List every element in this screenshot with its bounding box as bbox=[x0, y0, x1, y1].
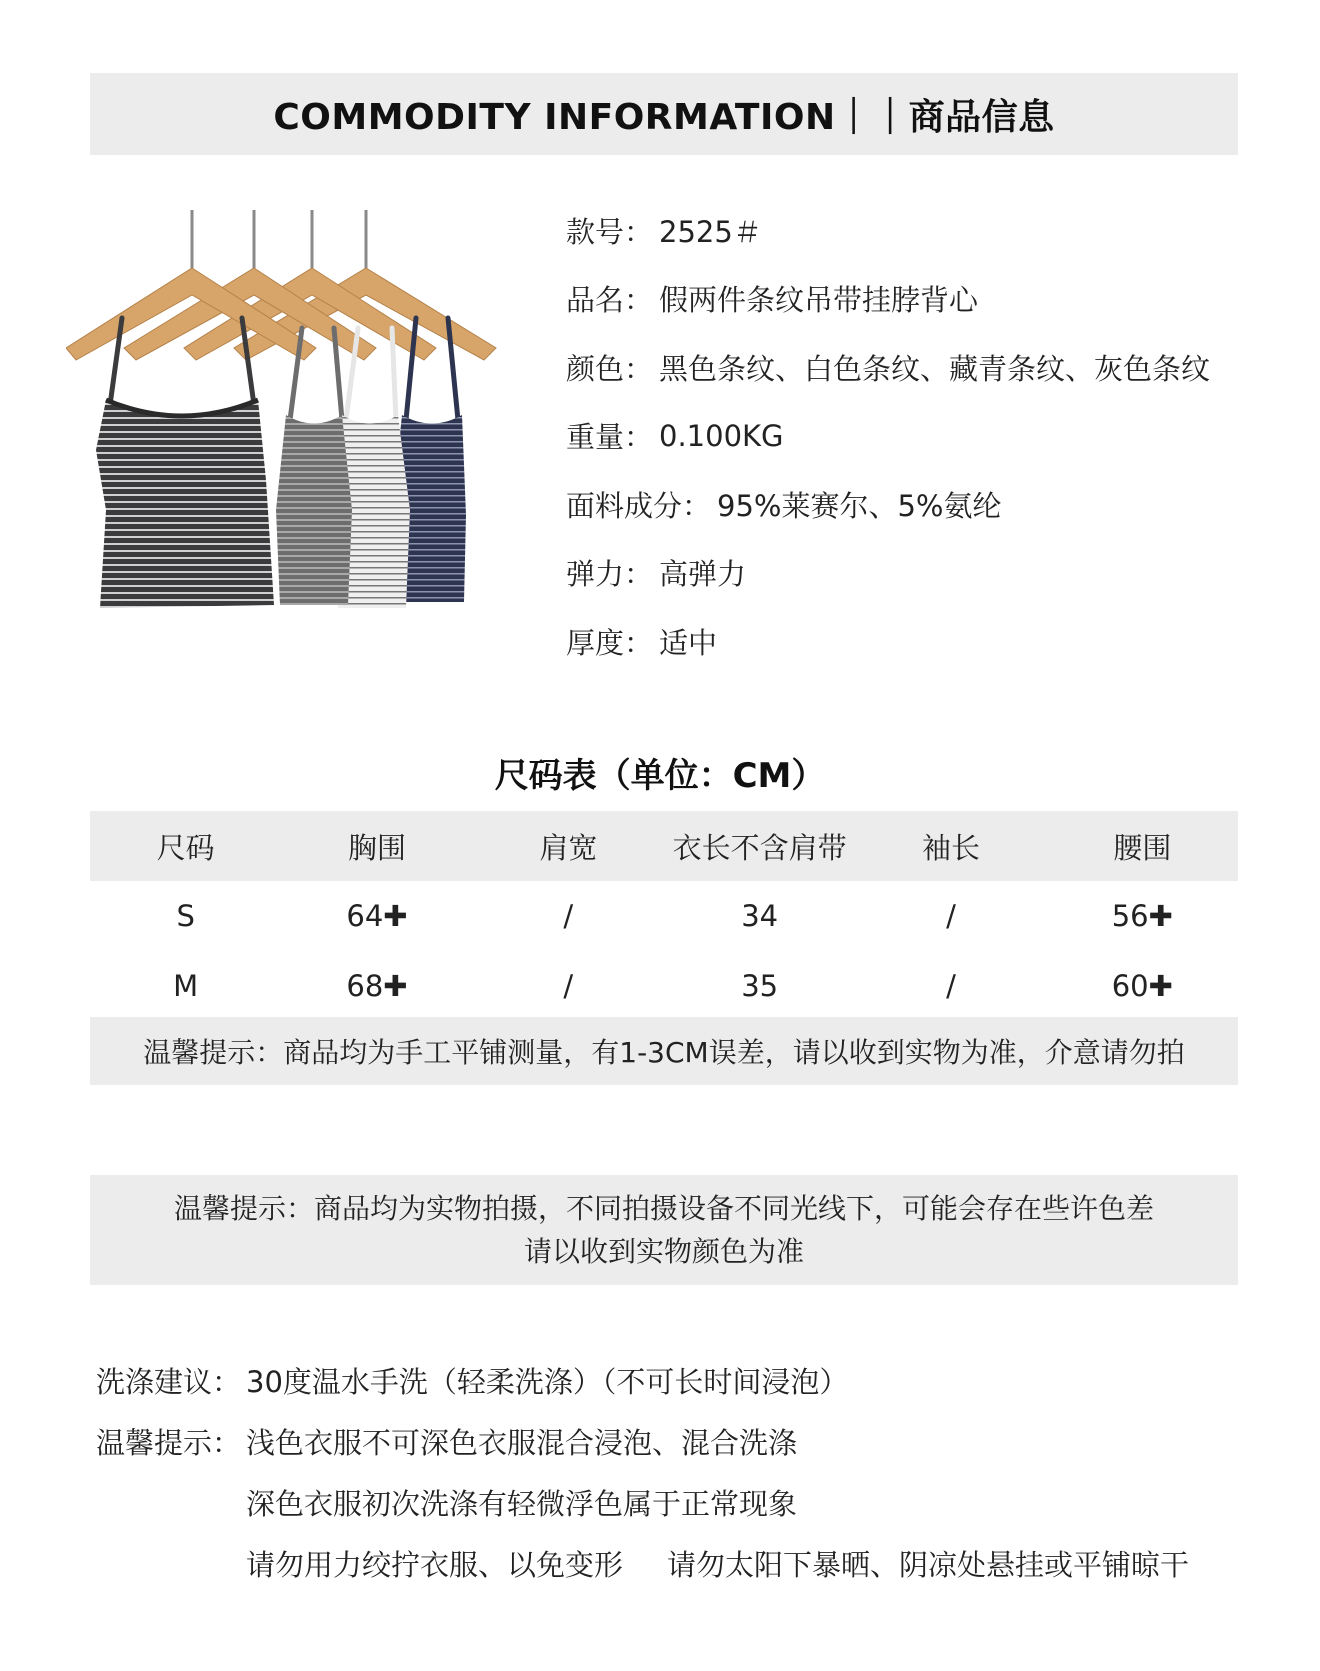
tip-text: 浅色衣服不可深色衣服混合浸泡、混合洗涤 bbox=[246, 1426, 798, 1460]
spec-item-elasticity bbox=[566, 539, 1210, 608]
table-cell: S bbox=[176, 899, 195, 933]
wash-label: 洗涤建议： bbox=[96, 1365, 242, 1399]
spec-item-name bbox=[566, 265, 1210, 334]
spec-list bbox=[566, 196, 1210, 676]
tip-text: 请勿用力绞拧衣服、以免变形 bbox=[246, 1548, 624, 1582]
column-header: 腰围 bbox=[1047, 811, 1238, 881]
color-note-line: 温馨提示：商品均为实物拍摄，不同拍摄设备不同光线下，可能会存在些许色差 bbox=[173, 1192, 1154, 1225]
column-header: 袖长 bbox=[855, 811, 1046, 881]
table-cell: 68✚ bbox=[346, 969, 408, 1003]
spec-label: 品名： bbox=[566, 283, 654, 318]
color-note-line: 请以收到实物颜色为准 bbox=[523, 1235, 804, 1268]
table-cell: / bbox=[563, 969, 574, 1003]
spec-value: 2525＃ bbox=[659, 214, 762, 249]
table-cell: / bbox=[946, 969, 956, 1003]
tip-row bbox=[96, 1411, 1189, 1472]
spec-value: 适中 bbox=[659, 625, 718, 660]
size-table-title: 尺码表（单位：CM） bbox=[494, 756, 826, 796]
spec-item-color bbox=[566, 333, 1210, 402]
column-header: 衣长不含肩带 bbox=[664, 811, 855, 881]
table-row bbox=[90, 951, 1238, 1021]
spec-label: 弹力： bbox=[566, 557, 654, 592]
wash-value: 30度温水手洗（轻柔洗涤）（不可长时间浸泡） bbox=[246, 1365, 849, 1399]
page-title: COMMODITY INFORMATION｜｜商品信息 bbox=[273, 96, 1055, 138]
tip-text: 请勿太阳下暴晒、阴凉处悬挂或平铺晾干 bbox=[667, 1548, 1190, 1582]
product-photo bbox=[66, 210, 526, 660]
wash-row bbox=[96, 1350, 1189, 1411]
spec-label: 面料成分： bbox=[566, 488, 712, 523]
care-instructions bbox=[96, 1350, 1189, 1594]
spec-label: 款号： bbox=[566, 214, 654, 249]
measurement-note: 温馨提示：商品均为手工平铺测量，有1-3CM误差，请以收到实物为准，介意请勿拍 bbox=[90, 1017, 1238, 1085]
column-header: 胸围 bbox=[281, 811, 472, 881]
spec-value: 高弹力 bbox=[659, 557, 747, 592]
tip-row bbox=[96, 1472, 1189, 1533]
spec-item-thickness bbox=[566, 607, 1210, 676]
spec-item-weight bbox=[566, 402, 1210, 471]
tips-label: 温馨提示： bbox=[96, 1426, 242, 1460]
header-band bbox=[90, 73, 1238, 155]
spec-value: 95%莱赛尔、5%氨纶 bbox=[717, 488, 1002, 523]
spec-value: 假两件条纹吊带挂脖背心 bbox=[659, 283, 979, 318]
column-header: 尺码 bbox=[90, 811, 281, 881]
table-cell: / bbox=[946, 899, 956, 933]
spec-label: 颜色： bbox=[566, 351, 654, 386]
table-cell: 56✚ bbox=[1111, 899, 1173, 933]
table-cell: 35 bbox=[741, 969, 779, 1003]
table-cell: / bbox=[563, 899, 574, 933]
spec-label: 厚度： bbox=[566, 625, 654, 660]
column-header: 肩宽 bbox=[473, 811, 664, 881]
spec-value: 0.100KG bbox=[659, 418, 784, 453]
tip-text: 深色衣服初次洗涤有轻微浮色属于正常现象 bbox=[246, 1487, 798, 1521]
table-row bbox=[90, 881, 1238, 951]
size-table bbox=[90, 811, 1238, 1021]
table-cell: 34 bbox=[741, 899, 779, 933]
color-difference-note bbox=[90, 1175, 1238, 1285]
table-cell: 64✚ bbox=[346, 899, 408, 933]
tip-row bbox=[96, 1533, 1189, 1594]
spec-item-fabric bbox=[566, 470, 1210, 539]
size-table-header-row bbox=[90, 811, 1238, 881]
spec-value: 黑色条纹、白色条纹、藏青条纹、灰色条纹 bbox=[659, 351, 1211, 386]
spec-item-style-no bbox=[566, 196, 1210, 265]
spec-label: 重量： bbox=[566, 420, 654, 455]
table-cell: M bbox=[173, 969, 199, 1003]
table-cell: 60✚ bbox=[1111, 969, 1173, 1003]
